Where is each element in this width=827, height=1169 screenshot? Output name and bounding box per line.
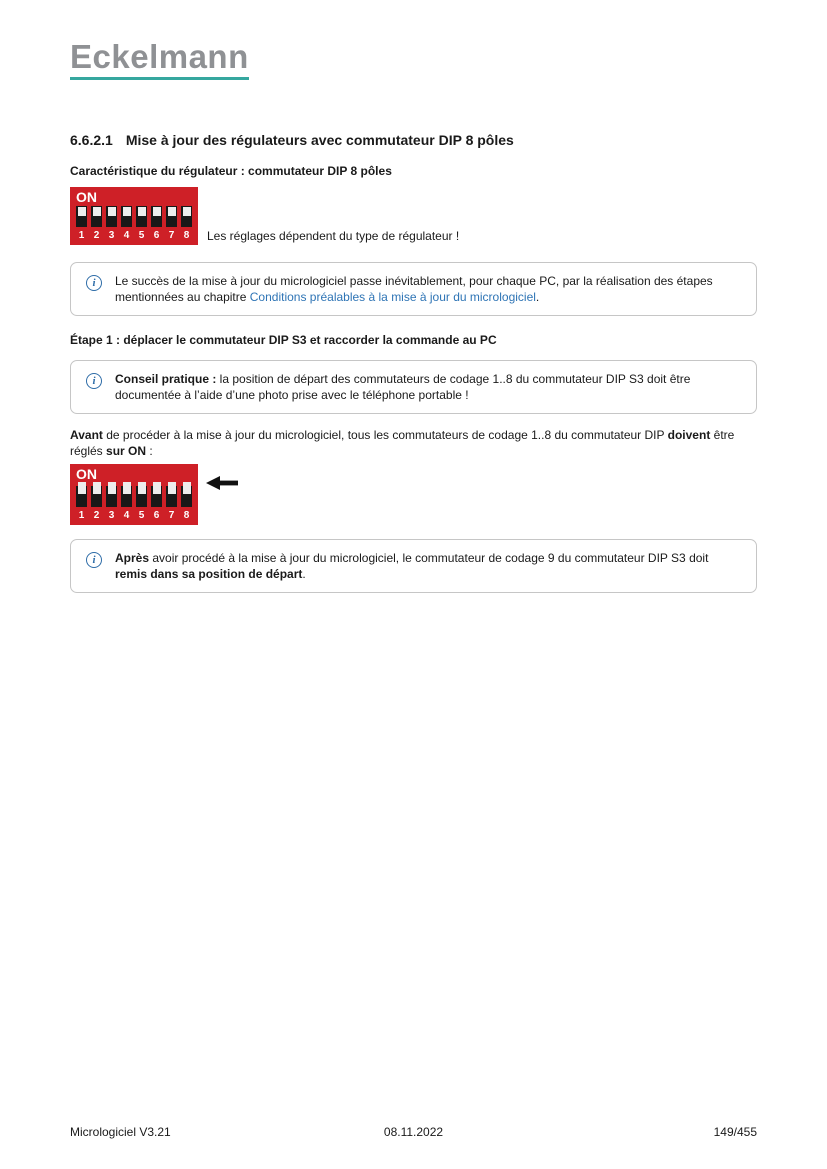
dip-slider xyxy=(123,482,131,494)
dip-slot xyxy=(181,206,192,227)
dip-slot xyxy=(121,206,132,227)
dip-slot xyxy=(106,206,117,227)
note-bold-text: Après xyxy=(115,551,150,565)
dip-switch-image-all-on xyxy=(70,464,198,525)
dip-slider xyxy=(153,207,161,216)
paragraph-bold: doivent xyxy=(667,428,711,442)
paragraph-text: de procéder à la mise à jour du micrologiciel, tous les commutateurs de codage 1..8 du commutateur DIP xyxy=(102,428,668,442)
dip-slot xyxy=(166,206,177,227)
dip-switch-image xyxy=(70,187,198,245)
dip-slot xyxy=(106,486,117,507)
dip-pin-number: 2 xyxy=(93,230,100,241)
dip-slider xyxy=(93,207,101,216)
dip-slot xyxy=(136,206,147,227)
dip-slot xyxy=(91,206,102,227)
section-number: 6.6.2.1 xyxy=(70,132,113,148)
dip-slot-row xyxy=(76,206,192,227)
dip-pin-number: 2 xyxy=(93,510,100,521)
before-update-paragraph xyxy=(70,427,757,459)
dip-pin-number: 6 xyxy=(153,230,160,241)
note-text: . xyxy=(535,290,540,304)
dip-switch-figure-1 xyxy=(70,187,757,245)
dip-slider xyxy=(168,482,176,494)
dip-slider xyxy=(123,207,131,216)
dip-pin-numbers xyxy=(76,510,192,521)
dip-slot-row xyxy=(76,486,192,507)
dip-slot xyxy=(121,486,132,507)
dip-slider xyxy=(108,482,116,494)
dip-pin-number: 8 xyxy=(183,510,190,521)
note-text: Le succès de la mise à jour du micrologiciel passe inévitablement, pour chaque PC, par la réalisation des étapes mentionnées au chapitre xyxy=(115,274,713,304)
paragraph-text: être réglés xyxy=(70,428,735,458)
dip-slot xyxy=(151,206,162,227)
dip-pin-number: 4 xyxy=(123,510,130,521)
dip-pin-number: 1 xyxy=(78,510,85,521)
dip-slider xyxy=(138,482,146,494)
note-text: . xyxy=(302,567,306,581)
info-box-after-update xyxy=(70,539,757,593)
chapter-link[interactable]: Conditions préalables à la mise à jour du micrologiciel xyxy=(249,290,536,304)
step1-heading: Étape 1 : déplacer le commutateur DIP S3 et raccorder la commande au PC xyxy=(70,333,497,347)
dip-slider xyxy=(138,207,146,216)
dip-slider xyxy=(183,207,191,216)
dip-slider xyxy=(183,482,191,494)
dip-pin-number: 4 xyxy=(123,230,130,241)
dip-slider xyxy=(168,207,176,216)
page-footer xyxy=(70,1125,757,1139)
dip-slot xyxy=(76,486,87,507)
section-heading xyxy=(70,132,757,148)
info-icon: i xyxy=(86,552,102,568)
dip-slider xyxy=(108,207,116,216)
dip-on-label: ON xyxy=(76,466,97,482)
dip-slider xyxy=(93,482,101,494)
dip-slot xyxy=(76,206,87,227)
dip-slot xyxy=(166,486,177,507)
dip-pin-number: 5 xyxy=(138,510,145,521)
footer-page-number: 149/455 xyxy=(713,1125,757,1139)
paragraph-bold: sur ON xyxy=(106,444,147,458)
dip-pin-numbers xyxy=(76,230,192,241)
paragraph-bold: Avant xyxy=(70,428,103,442)
dip-pin-number: 3 xyxy=(108,230,115,241)
footer-version: Micrologiciel V3.21 xyxy=(70,1125,171,1139)
note-text: la position de départ des commutateurs de codage 1..8 du commutateur DIP S3 doit être documentée à l’aide d’une photo prise avec le téléphone portable ! xyxy=(115,372,691,402)
dip-slot xyxy=(91,486,102,507)
arrow-left-icon xyxy=(206,475,238,491)
dip-switch-figure-2 xyxy=(70,464,757,525)
dip-pin-number: 8 xyxy=(183,230,190,241)
dip-pin-number: 6 xyxy=(153,510,160,521)
characteristic-line: Caractéristique du régulateur : commutateur DIP 8 pôles xyxy=(70,164,392,178)
info-box-practical-tip xyxy=(70,360,757,414)
dip-slider xyxy=(78,207,86,216)
dip-pin-number: 7 xyxy=(168,510,175,521)
dip-slider xyxy=(78,482,86,494)
section-title: Mise à jour des régulateurs avec commutateur DIP 8 pôles xyxy=(125,132,514,148)
dip-figure-caption: Les réglages dépendent du type de régulateur ! xyxy=(207,229,460,243)
dip-pin-number: 7 xyxy=(168,230,175,241)
dip-slot xyxy=(181,486,192,507)
paragraph-text: : xyxy=(146,444,153,458)
dip-pin-number: 3 xyxy=(108,510,115,521)
dip-pin-number: 1 xyxy=(78,230,85,241)
dip-slot xyxy=(136,486,147,507)
eckelmann-logo: Eckelmann xyxy=(70,40,249,80)
dip-slider xyxy=(153,482,161,494)
note-bold-text: Conseil pratique : xyxy=(115,372,217,386)
info-icon: i xyxy=(86,373,102,389)
page-content xyxy=(70,0,757,593)
footer-date: 08.11.2022 xyxy=(383,1125,444,1139)
info-icon: i xyxy=(86,275,102,291)
dip-slot xyxy=(151,486,162,507)
dip-pin-number: 5 xyxy=(138,230,145,241)
note-bold-text: remis dans sa position de départ xyxy=(115,567,303,581)
dip-on-label: ON xyxy=(76,189,97,205)
info-box-preconditions xyxy=(70,262,757,316)
note-text: avoir procédé à la mise à jour du micrologiciel, le commutateur de codage 9 du commutateur DIP S3 doit xyxy=(149,551,709,565)
